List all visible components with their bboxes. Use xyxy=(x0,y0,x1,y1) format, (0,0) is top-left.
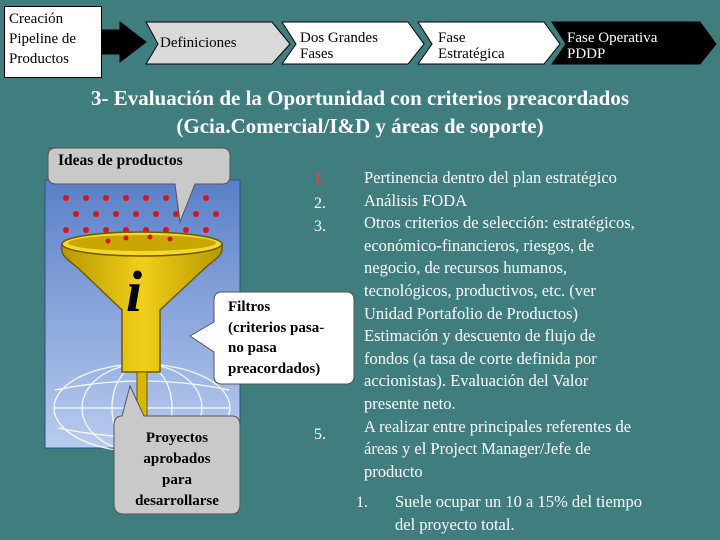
process-start-box: Creación Pipeline de Productos xyxy=(4,6,102,78)
criteria-item-5: A realizar entre principales referentes de áreas y el Project Manager/Jefe de producto xyxy=(364,416,632,481)
criteria-item-1: Pertinencia dentro del plan estratégico xyxy=(364,168,617,187)
criteria-list xyxy=(364,167,714,483)
criteria-item-3-number: 3. xyxy=(314,218,326,235)
criteria-subitem: Suele ocupar un 10 a 15% del tiempo del proyecto total. xyxy=(395,492,642,534)
criteria-item-2: Análisis FODA xyxy=(364,190,468,210)
slide-title-line2: (Gcia.Comercial/I&D y áreas de soporte) xyxy=(176,114,544,138)
process-step-estrategica-label: Fase Estratégica xyxy=(438,30,505,62)
criteria-item-5-number: 5. xyxy=(314,426,326,443)
criteria-item-1-number: 1. xyxy=(314,170,326,187)
process-step-dos-grandes-label: Dos Grandes Fases xyxy=(300,30,378,62)
process-step-operativa-label: Fase Operativa PDDP xyxy=(567,30,658,62)
info-glyph-icon: i xyxy=(126,259,143,324)
top-callout-text: Ideas de productos xyxy=(58,152,183,169)
filter-callout-text: Filtros (criterios pasa- no pasa preacordados) xyxy=(228,299,325,377)
process-start-arrow xyxy=(102,22,146,62)
process-step-definiciones-label: Definiciones xyxy=(160,35,237,51)
criteria-item-3: Otros criterios de selección: estratégicos, económico-financieros, riesgos, de negocio, de recursos humanos, tecnológicos, productivos, etc. (ver Unidad Portafolio de Productos) Estimación y descuento de flujo de fondos (a tasa de corte definida por accionistas). Evaluación del Valor presente neto. xyxy=(364,213,635,413)
slide-title xyxy=(0,84,720,140)
criteria-subitem-number: 1. xyxy=(356,494,368,511)
slide-title-line1: 3- Evaluación de la Oportunidad con criterios preacordados xyxy=(90,86,630,110)
criteria-item-2-number: 2. xyxy=(314,195,326,212)
bottom-callout-text: Proyectos aprobados para desarrollarse xyxy=(135,430,219,509)
